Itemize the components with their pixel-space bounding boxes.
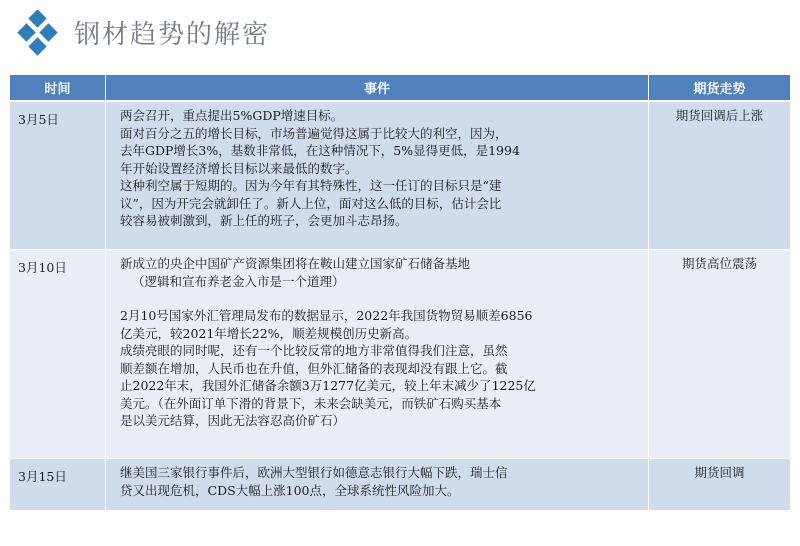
- event-line: 面对百分之五的增长目标，市场普遍觉得这属于比较大的利空，因为，: [120, 125, 508, 141]
- event-line: 成绩亮眼的同时呢，还有一个比较反常的地方非常值得我们注意，虽然: [120, 343, 508, 358]
- header-futures-trend: 期货走势: [649, 75, 791, 102]
- page-title: 钢材趋势的解密: [74, 20, 271, 50]
- event-line: 止2022年末，我国外汇储备余额3万1277亿美元，较上年末减少了1225亿: [120, 378, 536, 393]
- event-line: 顺差额在增加，人民币也在升值，但外汇储备的表现却没有跟上它。截: [120, 360, 508, 376]
- event-line: 这种利空属于短期的。因为今年有其特殊性，这一任订的目标只是“建: [120, 178, 502, 193]
- row-date: 3月15日: [10, 459, 106, 511]
- row-date: 3月5日: [10, 101, 106, 250]
- event-line: 新成立的央企中国矿产资源集团将在鞍山建立国家矿石储备基地: [120, 256, 471, 271]
- events-table: [9, 74, 791, 511]
- event-line: 2月10号国家外汇管理局发布的数据显示，2022年我国货物贸易顺差6856: [120, 308, 533, 323]
- event-line: 美元。（在外面订单下滑的背景下，未来会缺美元，而铁矿石购买基本: [120, 395, 502, 411]
- event-line: 两会召开，重点提出5%GDP增速目标。: [120, 108, 344, 123]
- event-line: 亿美元，较2021年增长22%，顺差规模创历史新高。: [120, 325, 418, 341]
- table-header-row: [10, 75, 791, 102]
- row-event: [106, 250, 649, 459]
- diamond-logo-icon: [14, 10, 62, 58]
- event-line: 议”，因为开完会就卸任了。新人上位，面对这么低的目标，估计会比: [120, 195, 502, 211]
- table-row: [10, 250, 791, 459]
- row-trend: 期货高位震荡: [649, 250, 791, 459]
- event-line: （逻辑和宣布养老金入市是一个道理）: [132, 273, 345, 289]
- row-date: 3月10日: [10, 250, 106, 459]
- event-line: 去年GDP增长3%，基数非常低，在这种情况下，5%显得更低，是1994: [120, 143, 520, 158]
- paragraph-gap: [120, 290, 640, 307]
- event-line: 是以美元结算，因此无法容忍高价矿石）: [120, 413, 346, 428]
- event-line: 较容易被刺激到，新上任的班子，会更加斗志昂扬。: [120, 213, 408, 228]
- event-line: 年开始设置经济增长目标以来最低的数字。: [120, 160, 358, 176]
- table-row: [10, 101, 791, 250]
- header-time: 时间: [10, 75, 106, 102]
- row-event: [106, 459, 649, 511]
- table-row: [10, 459, 791, 511]
- row-event: [106, 101, 649, 250]
- row-trend: 期货回调后上涨: [649, 101, 791, 250]
- row-trend: 期货回调: [649, 459, 791, 511]
- event-line: 继美国三家银行事件后，欧洲大型银行如德意志银行大幅下跌，瑞士信: [120, 465, 508, 480]
- event-line: 贷又出现危机，CDS大幅上涨100点，全球系统性风险加大。: [120, 482, 460, 498]
- header-event: 事件: [106, 75, 649, 102]
